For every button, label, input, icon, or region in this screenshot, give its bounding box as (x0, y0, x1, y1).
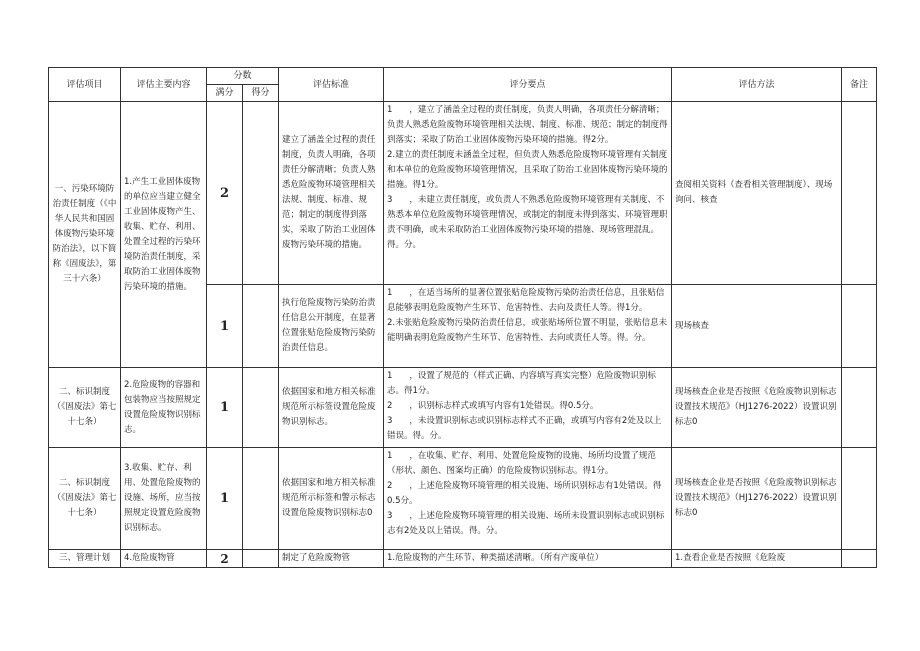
row3-got-score[interactable] (243, 368, 279, 448)
row1-point-1: 1 ，建立了涵盖全过程的责任制度，负责人明确，各项责任分解清晰；负责人熟悉危险废物环境管理相关法规、制度、标准、规范；制定的制度得到落实；采取了防治工业固体废物污染环境的措施。得2分。 (387, 105, 668, 145)
header-row-1 (49, 68, 877, 85)
row1-content: 1.产生工业固体废物的单位应当建立健全工业固体废物产生、收集、贮存、利用、处置全过程的污染环境防治责任制度，采取防治工业固体废物污染环境的措施。 (121, 102, 207, 368)
row2-points (384, 285, 672, 368)
row5-note (842, 550, 877, 568)
evaluation-table (48, 67, 877, 568)
row1-note (842, 102, 877, 285)
header-got: 得分 (243, 85, 279, 102)
row4-content: 3.收集、贮存、利用、处置危险废物的设施、场所，应当按照规定设置危险废物识别标志。 (121, 448, 207, 550)
row2-full-score: 1 (207, 285, 243, 368)
row4-got-score[interactable] (243, 448, 279, 550)
table-row (49, 448, 877, 550)
header-content: 评估主要内容 (121, 68, 207, 102)
header-method: 评估方法 (672, 68, 842, 102)
row2-got-score[interactable] (243, 285, 279, 368)
header-points: 评分要点 (384, 68, 672, 102)
table-row (49, 368, 877, 448)
row2-standard: 执行危险废物污染防治责任信息公开制度，在显著位置张贴危险废物污染防治责任信息。 (279, 285, 384, 368)
row5-point-1: 1.危险废物的产生环节、种类描述清晰。（所有产废单位） (387, 553, 604, 563)
row4-point-3: 3 ，上述危险废物环境管理的相关设施、场所未设置识别标志或识别标志有2处及以上错误。得。分。 (387, 511, 665, 536)
row5-standard: 制定了危险废物管 (279, 550, 384, 568)
row1-method: 查阅相关资料（查看相关管理制度）、现场询问、核查 (672, 102, 842, 285)
row5-method: 1.查看企业是否按照《危险废 (672, 550, 842, 568)
row3-method: 现场核查企业是否按照《危险废物识别标志设置技术规范》（HJ1276-2022）设置识别标志0 (672, 368, 842, 448)
row3-content: 2.危险废物的容器和包装物应当按照规定设置危险废物识别标志。 (121, 368, 207, 448)
row3-point-1: 1 ，设置了规范的（样式正确、内容填写真实完整）危险废物识别标志。得1分。 (387, 371, 656, 396)
row4-item: 二、标识制度（《固废法》第七十七条） (49, 448, 121, 550)
row3-full-score: 1 (207, 368, 243, 448)
header-full: 满分 (207, 85, 243, 102)
row3-point-3: 3 ，未设置识别标志或识别标志样式不正确，或填写内容有2处及以上错误。得。分。 (387, 416, 662, 441)
row4-points (384, 448, 672, 550)
row4-point-2: 2 ，上述危险废物环境管理的相关设施、场所识别标志有1处错误。得0.5分。 (387, 481, 662, 506)
row3-note (842, 368, 877, 448)
row4-note (842, 448, 877, 550)
row1-got-score[interactable] (243, 102, 279, 285)
header-score: 分数 (207, 68, 279, 85)
row5-got-score[interactable] (243, 550, 279, 568)
header-note: 备注 (842, 68, 877, 102)
row1-full-score: 2 (207, 102, 243, 285)
table-row (49, 550, 877, 568)
row4-full-score: 1 (207, 448, 243, 550)
header-standard: 评估标准 (279, 68, 384, 102)
row5-content: 4.危险废物管 (121, 550, 207, 568)
row2-note (842, 285, 877, 368)
row1-standard: 建立了涵盖全过程的责任制度，负责人明确，各项责任分解清晰；负责人熟悉危险废物环境管理相关法规、制度、标准、规范；制定的制度得到落实，采取了防治工业固体废物污染环境的措施。 (279, 102, 384, 285)
row1-item: 一、污染环境防治责任制度（《中华人民共和国固体废物污染环境防治法》，以下简称《固废法》，第三十六条） (49, 102, 121, 368)
row5-item: 三、管理计划 (49, 550, 121, 568)
row3-item: 二、标识制度（《固废法》第七十七条） (49, 368, 121, 448)
row2-method: 现场核查 (672, 285, 842, 368)
row5-points (384, 550, 672, 568)
row1-point-2: 2.建立的责任制度未涵盖全过程，但负责人熟悉危险废物环境管理有关制度和本单位的危险废物环境管理情况，且采取了防治工业固体废物污染环境的措施。得1分。 (387, 150, 668, 190)
row4-method: 现场核查企业是否按照《危险废物识别标志设置技术规范》（HJ1276-2022）设置识别标志0 (672, 448, 842, 550)
row3-points (384, 368, 672, 448)
header-item: 评估项目 (49, 68, 121, 102)
table-row (49, 102, 877, 285)
row1-points (384, 102, 672, 285)
row2-point-1: 1 ，在适当场所的显著位置张贴危险废物污染防治责任信息，且张贴信息能够表明危险废物产生环节、危害特性、去向及责任人等。得1分。 (387, 288, 665, 313)
row2-point-2: 2.未张贴危险废物污染防治责任信息，或张贴场所位置不明显，张贴信息未能明确表明危险废物产生环节、危害特性、去向或责任人等。得。分。 (387, 318, 668, 343)
row3-point-2: 2 ，识别标志样式或填写内容有1处错误。得0.5分。 (387, 401, 599, 411)
row4-point-1: 1 ，在收集、贮存、利用、处置危险废物的设施、场所均设置了规范（形状、颜色、图案均正确）的危险废物识别标志。得1分。 (387, 451, 656, 476)
row3-standard: 依据国家和地方相关标准规范所示标签设置危险废物识别标志。 (279, 368, 384, 448)
row4-standard: 依据国家和地方相关标准规范所示标签和警示标志设置危险废物识别标志0 (279, 448, 384, 550)
row1-point-3: 3 ，未建立责任制度，或负责人不熟悉危险废物环境管理有关制度、不熟悉本单位危险废物环境管理情况，或制定的制度未得到落实、环境管理职责不明确，或未采取防治工业固体废物污染环境的措施、现场管理混乱。得。分。 (387, 195, 668, 250)
row5-full-score: 2 (207, 550, 243, 568)
